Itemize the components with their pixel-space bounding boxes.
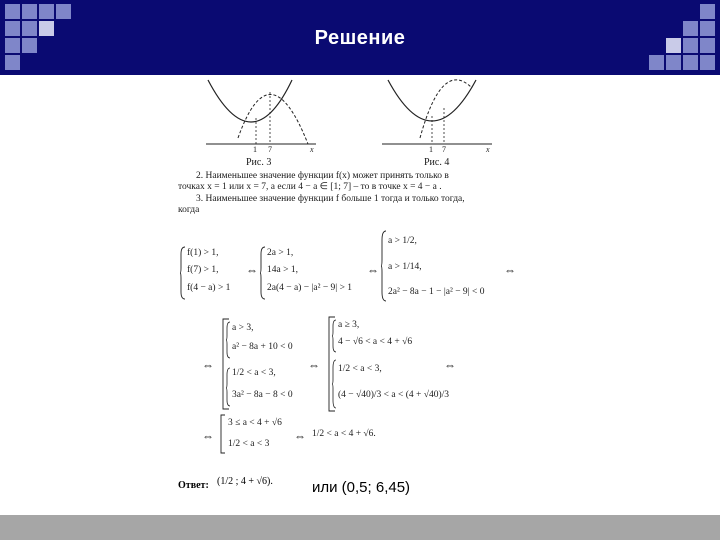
sys4-g1-line-1: a > 3,: [232, 323, 254, 333]
sys5-g1-line-1: a ≥ 3,: [338, 320, 360, 330]
sys4-g2-line-1: 1/2 < a < 3,: [232, 368, 276, 378]
item2-line1: 2. Наименьшее значение функции f(x) может принять только в: [196, 171, 449, 181]
brackets-sys4: [220, 318, 230, 410]
equiv-8: ⇔: [294, 429, 306, 443]
sys3-line-1: a > 1/2,: [388, 236, 417, 246]
slide-footer-bar: [0, 515, 720, 540]
bracket-sys6: [220, 414, 226, 454]
equiv-4: ⇔: [202, 358, 214, 372]
brackets-sys5: [326, 316, 336, 412]
answer-decimal: или (0,5; 6,45): [312, 479, 411, 496]
sys3-line-2: a > 1/14,: [388, 262, 422, 272]
sys5-g2-line-1: 1/2 < a < 3,: [338, 364, 382, 374]
item2-line2: точках x = 1 или x = 7, а если 4 − a ∈ [1; 7] – то в точке x = 4 − a .: [178, 182, 442, 192]
sys5-g2-line-2: (4 − √40)/3 < a < (4 + √40)/3: [338, 390, 450, 400]
equiv-3: ⇔: [504, 263, 516, 277]
final-interval: 1/2 < a < 4 + √6.: [312, 429, 376, 439]
fig4-tick-7: 7: [442, 145, 446, 154]
answer-label: Ответ:: [178, 480, 209, 491]
fig3-tick-7: 7: [268, 145, 272, 154]
sys5-g1-line-2: 4 − √6 < a < 4 + √6: [338, 337, 413, 347]
sys2-line-1: 2a > 1,: [267, 248, 294, 258]
brace-sys3: [381, 230, 387, 302]
brace-sys2: [260, 246, 266, 300]
answer-interval: (1/2 ; 4 + √6).: [217, 476, 273, 487]
sys6-line-2: 1/2 < a < 3: [228, 439, 270, 449]
fig4-axis-x: x: [486, 145, 490, 154]
sys4-g1-line-2: a² − 8a + 10 < 0: [232, 342, 293, 352]
fig4-tick-1: 1: [429, 145, 433, 154]
sys2-line-2: 14a > 1,: [267, 265, 298, 275]
item3-line2: когда: [178, 205, 200, 215]
equiv-5: ⇔: [308, 358, 320, 372]
item3-line1: 3. Наименьшее значение функции f больше 1 тогда и только тогда,: [196, 194, 465, 204]
equiv-1: ⇔: [246, 263, 258, 277]
slide-title: Решение: [314, 27, 406, 49]
figure-4-graph: [380, 78, 500, 150]
sys2-line-3: 2a(4 − a) − |a² − 9| > 1: [267, 283, 353, 293]
sys3-line-3: 2a² − 8a − 1 − |a² − 9| < 0: [388, 287, 485, 297]
figure-3-graph: [204, 78, 324, 150]
sys1-line-3: f(4 − a) > 1: [187, 283, 231, 293]
sys4-g2-line-2: 3a² − 8a − 8 < 0: [232, 390, 293, 400]
sys1-line-2: f(7) > 1,: [187, 265, 219, 275]
fig3-tick-1: 1: [253, 145, 257, 154]
sys1-line-1: f(1) > 1,: [187, 248, 219, 258]
fig4-caption: Рис. 4: [424, 157, 450, 168]
sys6-line-1: 3 ≤ a < 4 + √6: [228, 418, 282, 428]
equiv-6: ⇔: [444, 358, 456, 372]
slide-header: [0, 0, 720, 75]
brace-sys1: [180, 246, 186, 300]
fig3-axis-x: x: [310, 145, 314, 154]
solution-content: [174, 78, 534, 508]
equiv-7: ⇔: [202, 429, 214, 443]
equiv-2: ⇔: [367, 263, 379, 277]
fig3-caption: Рис. 3: [246, 157, 272, 168]
